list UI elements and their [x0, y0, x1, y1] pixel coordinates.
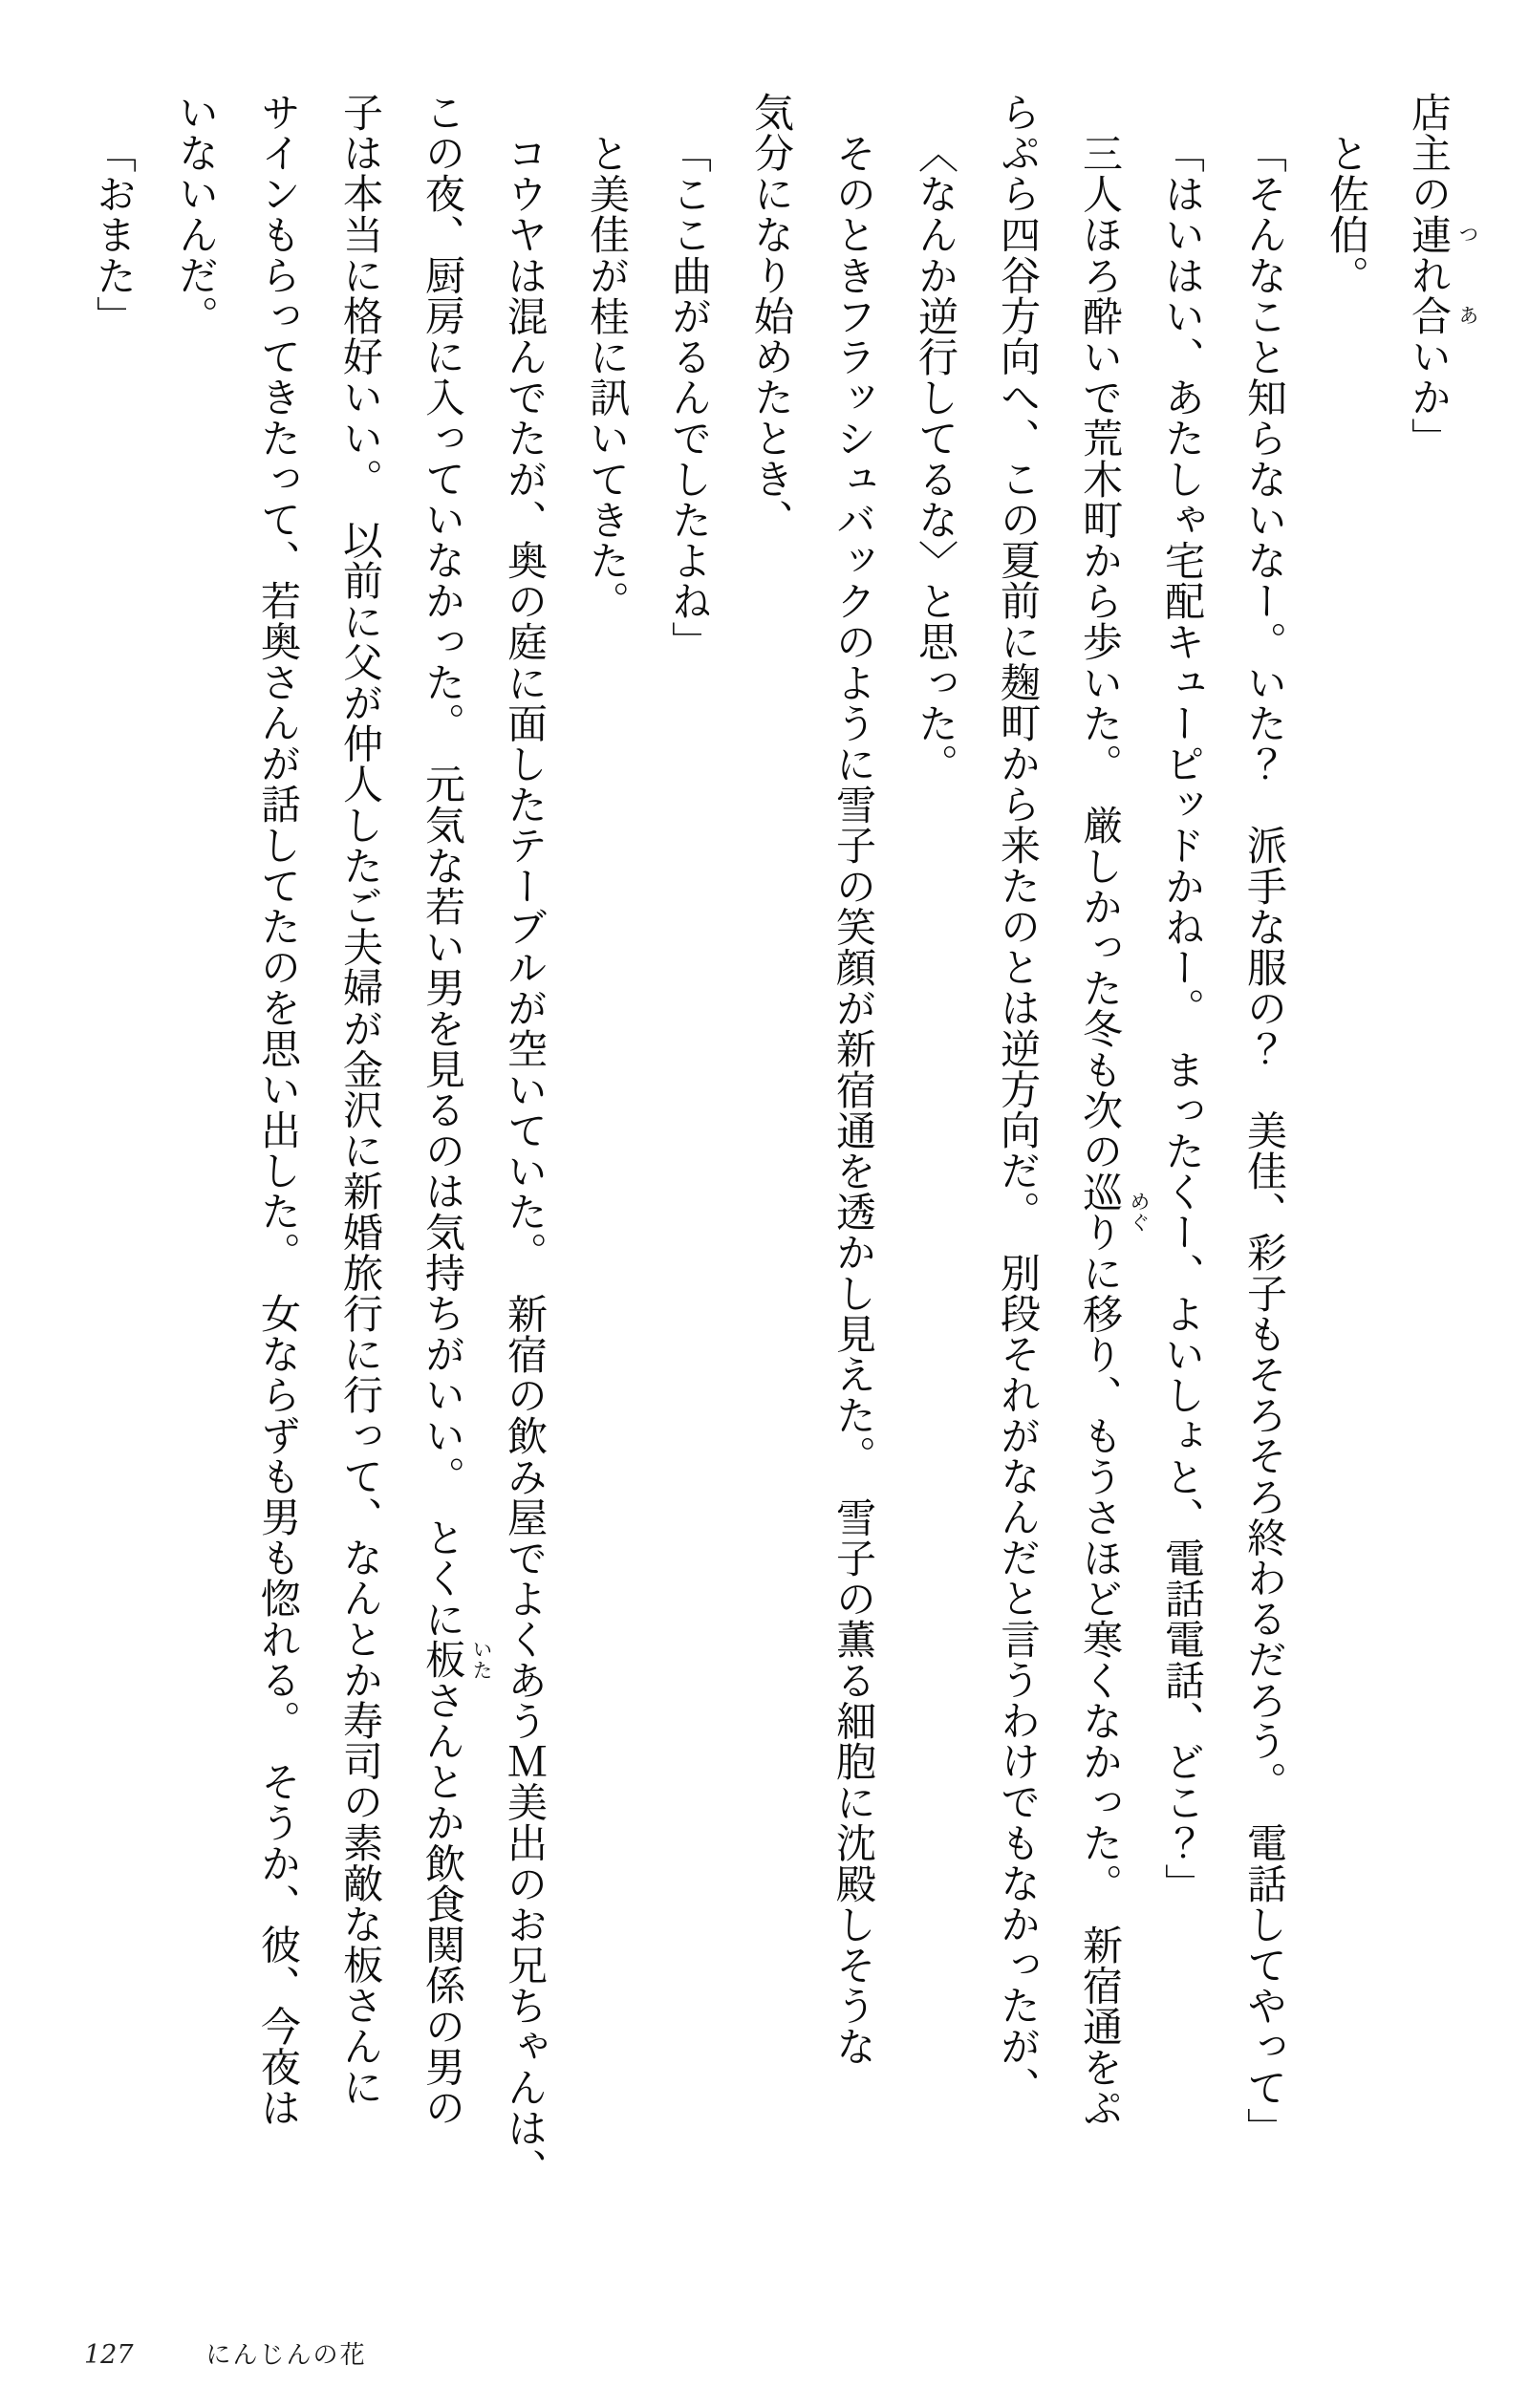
- furigana: つ: [1456, 224, 1479, 246]
- text-line: 子は本当に格好いい。 以前に父が仲人したご夫婦が金沢に新婚旅行に行って、なんとか寿司の素敵な板さんに: [337, 92, 384, 2107]
- text-line: 「はいはい、あたしゃ宅配キューピッドかねー。 まったくー、よいしょと、電話電話、どこ？」: [1159, 133, 1206, 1904]
- text-line: 「ここ曲がるんでしたよね」: [666, 133, 713, 662]
- furigana: あ: [1456, 305, 1479, 327]
- ruby-base: 板 いた: [420, 1638, 493, 1681]
- text-line: らぷら四谷方向へ、この夏前に麹町から来たのとは逆方向だ。 別段それがなんだと言うわけでもなかったが、: [995, 92, 1042, 2107]
- page-footer: [84, 2335, 367, 2371]
- text-line: そのときフラッシュバックのように雪子の笑顔が新宿通を透かし見えた。 雪子の薫る細胞に沈殿しそうな: [830, 133, 877, 2067]
- text-line: と美佳が桂に訊いてきた。: [584, 133, 631, 622]
- text-line: 気分になり始めたとき、: [748, 92, 795, 540]
- text-line: この夜、厨房に入っていなかった。 元気な若い男を見るのは気持ちがいい。 とくに板 いた さんとか飲食関係の男の: [420, 92, 493, 2128]
- furigana: いた: [470, 1638, 493, 1681]
- text-line: 「おまた」: [91, 133, 138, 336]
- vertical-text-block: [73, 92, 1479, 2318]
- text-line: 〈なんか逆行してるな〉と思った。: [913, 133, 959, 785]
- text-line: コウヤは混んでたが、奥の庭に面したテーブルが空いていた。 新宿の飲み屋でよくあうＭ美出のお兄ちゃんは、: [502, 133, 549, 2189]
- text-line: 「そんなこと知らないなー。いた？ 派手な服の？ 美佳、彩子もそろそろ終わるだろう。 電話してやって」: [1241, 133, 1288, 2148]
- furigana: めぐ: [1128, 1191, 1151, 1234]
- page-number: 127: [84, 2340, 134, 2370]
- text-line: サインもらってきたって、若奥さんが話してたのを思い出した。 女ならずも男も惚れる。 そうか、彼、今夜は: [255, 92, 302, 2128]
- text-line: いないんだ。: [173, 92, 220, 336]
- text-line: と佐伯。: [1324, 133, 1370, 296]
- ruby-base: 連 つ: [1406, 213, 1479, 255]
- ruby-base: 巡 めぐ: [1077, 1172, 1124, 1213]
- book-title: にんじんの花: [205, 2341, 367, 2370]
- text-line: 三人ほろ酔いで荒木町から歩いた。 厳しかった冬も次の巡 めぐ りに移り、もうさほど寒くなかった。 新宿通をぷ: [1077, 133, 1151, 2129]
- text-line: 店主の連 つ れ合 あ いか」: [1406, 92, 1479, 459]
- ruby-base: 合 あ: [1406, 295, 1479, 336]
